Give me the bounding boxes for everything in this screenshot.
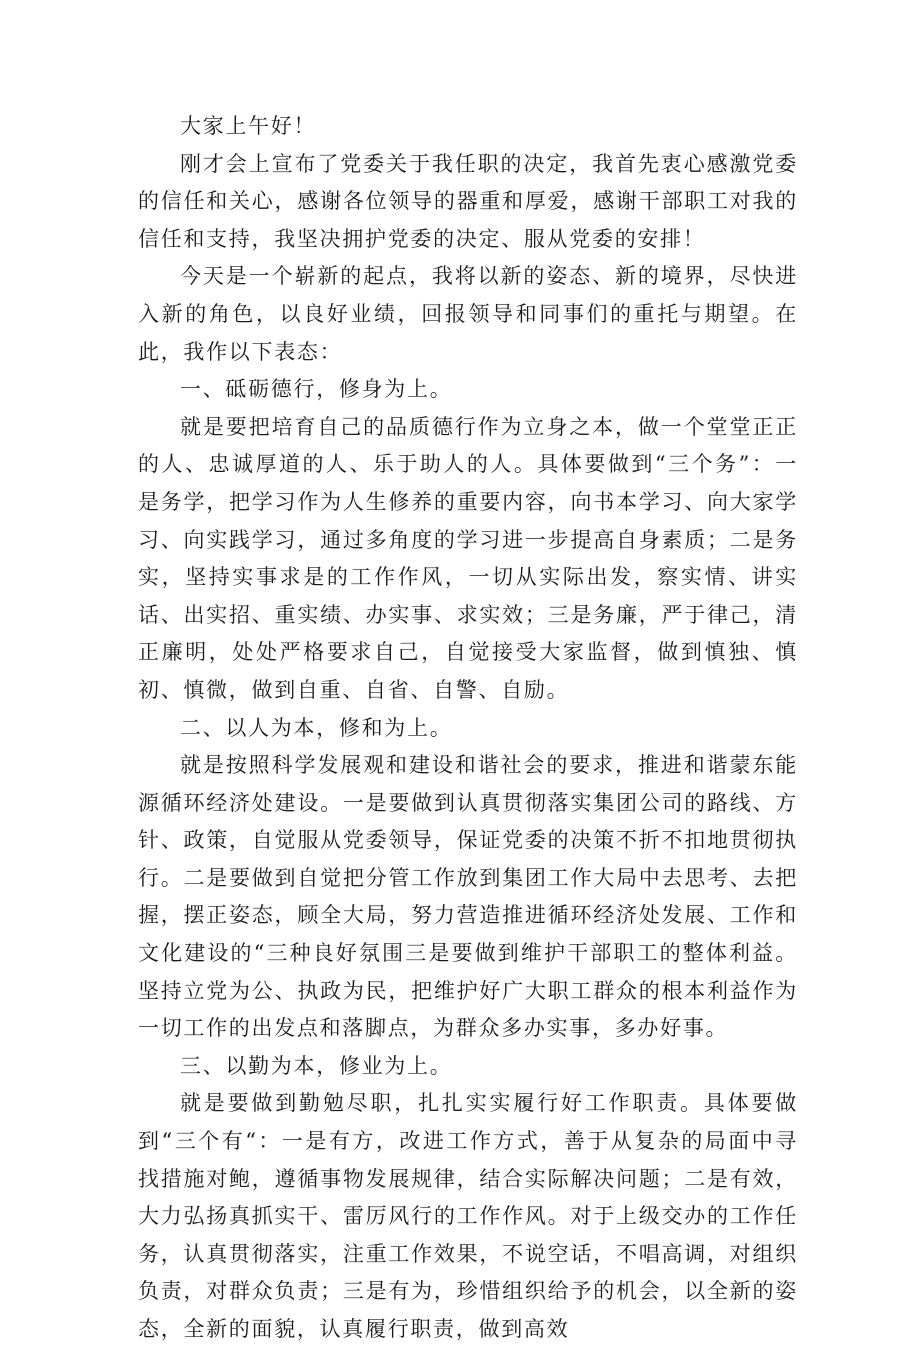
pledge-intro-paragraph: 今天是一个崭新的起点，我将以新的姿态、新的境界，尽快进入新的角色，以良好业绩，回报领导和同事们的重托与期望。在此，我作以下表态： bbox=[138, 264, 798, 364]
intro-paragraph: 刚才会上宣布了党委关于我任职的决定，我首先衷心感激党委的信任和关心，感谢各位领导的器重和厚爱，感谢干部职工对我的信任和支持，我坚决拥护党委的决定、服从党委的安排！ bbox=[138, 151, 798, 251]
document-page bbox=[138, 108, 798, 1349]
section-heading-3: 三、以勤为本，修业为上。 bbox=[180, 1053, 453, 1078]
greeting-paragraph: 大家上午好！ bbox=[180, 114, 317, 138]
section-body-1: 就是要把培育自己的品质德行作为立身之本，做一个堂堂正正的人、忠诚厚道的人、乐于助人的人。具体要做到“三个务”：一是务学，把学习作为人生修养的重要内容，向书本学习、向大家学习、向实践学习，通过多角度的学习进一步提高自身素质；二是务实，坚持实事求是的工作作风，一切从实际出发，察实情、讲实话、出实招、重实绩、办实事、求实效；三是务廉，严于律己，清正廉明，处处严格要求自己，自觉接受大家监督，做到慎独、慎初、慎微，做到自重、自省、自警、自励。 bbox=[138, 414, 798, 702]
section-heading-1: 一、砥砺德行，修身为上。 bbox=[180, 377, 453, 402]
section-body-2: 就是按照科学发展观和建设和谐社会的要求，推进和谐蒙东能源循环经济处建设。一是要做到认真贯彻落实集团公司的路线、方针、政策，自觉服从党委领导，保证党委的决策不折不扣地贯彻执行。二是要做到自觉把分管工作放到集团工作大局中去思考、去把握，摆正姿态，顾全大局，努力营造推进循环经济处发展、工作和文化建设的“三种良好氛围三是要做到维护干部职工的整体利益。坚持立党为公、执政为民，把维护好广大职工群众的根本利益作为一切工作的出发点和落脚点，为群众多办实事，多办好事。 bbox=[138, 753, 798, 1041]
section-heading-2: 二、以人为本，修和为上。 bbox=[180, 715, 453, 740]
section-body-3: 就是要做到勤勉尽职，扎扎实实履行好工作职责。具体要做到“三个有“：一是有方，改进工作方式，善于从复杂的局面中寻找措施对鲍，遵循事物发展规律，结合实际解决问题；二是有效，大力弘扬真抓实干、雷厉风行的工作作风。对于上级交办的工作任务，认真贯彻落实，注重工作效果，不说空话，不唱高调，对组织负责，对群众负责；三是有为，珍惜组织给予的机会，以全新的姿态，全新的面貌，认真履行职责，做到高效 bbox=[138, 1091, 798, 1341]
